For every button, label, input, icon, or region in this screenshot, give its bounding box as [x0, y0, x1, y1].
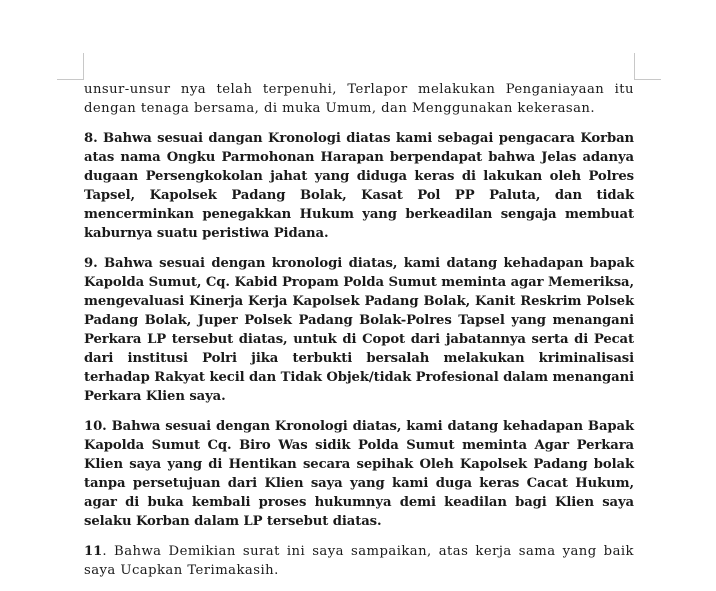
- top-left-margin-marker: [57, 53, 84, 80]
- paragraph-10: [84, 417, 634, 531]
- paragraph-text: 8. Bahwa sesuai dangan Kronologi diatas kami sebagai pengacara Korban atas nama Ongku Parmohonan Harapan berpendapat bahwa Jelas adanya dugaan Persengkokolan jahat yang diduga keras di lakukan oleh Polres Tapsel, Kapolsek Padang Bolak, Kasat Pol PP Paluta, dan tidak mencerminkan penegakkan Hukum yang berkeadilan sengaja membuat kaburnya suatu peristiwa Pidana.: [84, 131, 634, 241]
- document-body: [84, 80, 634, 591]
- paragraph-text: 10. Bahwa sesuai dengan Kronologi diatas, kami datang kehadapan Bapak Kapolda Sumut Cq. Biro Was sidik Polda Sumut meminta Agar Perkara Klien saya yang di Hentikan secara sepihak Oleh Kapolsek Padang bolak tanpa persetujuan dari Klien saya yang kami duga keras Cacat Hukum, agar di buka kembali proses hukumnya demi keadilan bagi Klien saya selaku Korban dalam LP tersebut diatas.: [84, 419, 634, 529]
- top-right-margin-marker: [634, 53, 661, 80]
- paragraph-text: unsur-unsur nya telah terpenuhi, Terlapor melakukan Penganiayaan itu dengan tenaga bersama, di muka Umum, dan Menggunakan kekerasan.: [84, 82, 634, 116]
- paragraph-continuation: [84, 80, 634, 118]
- paragraph-9: [84, 254, 634, 406]
- paragraph-8: [84, 129, 634, 243]
- paragraph-11: [84, 542, 634, 580]
- paragraph-text: . Bahwa Demikian surat ini saya sampaikan, atas kerja sama yang baik saya Ucapkan Terimakasih.: [84, 544, 634, 578]
- paragraph-number: 11: [84, 544, 103, 559]
- paragraph-text: 9. Bahwa sesuai dengan kronologi diatas, kami datang kehadapan bapak Kapolda Sumut, Cq. Kabid Propam Polda Sumut meminta agar Memeriksa, mengevaluasi Kinerja Kerja Kapolsek Padang Bolak, Kanit Reskrim Polsek Padang Bolak, Juper Polsek Padang Bolak-Polres Tapsel yang menangani Perkara LP tersebut diatas, untuk di Copot dari jabatannya serta di Pecat dari institusi Polri jika terbukti bersalah melakukan kriminalisasi terhadap Rakyat kecil dan Tidak Objek/tidak Profesional dalam menangani Perkara Klien saya.: [84, 256, 634, 404]
